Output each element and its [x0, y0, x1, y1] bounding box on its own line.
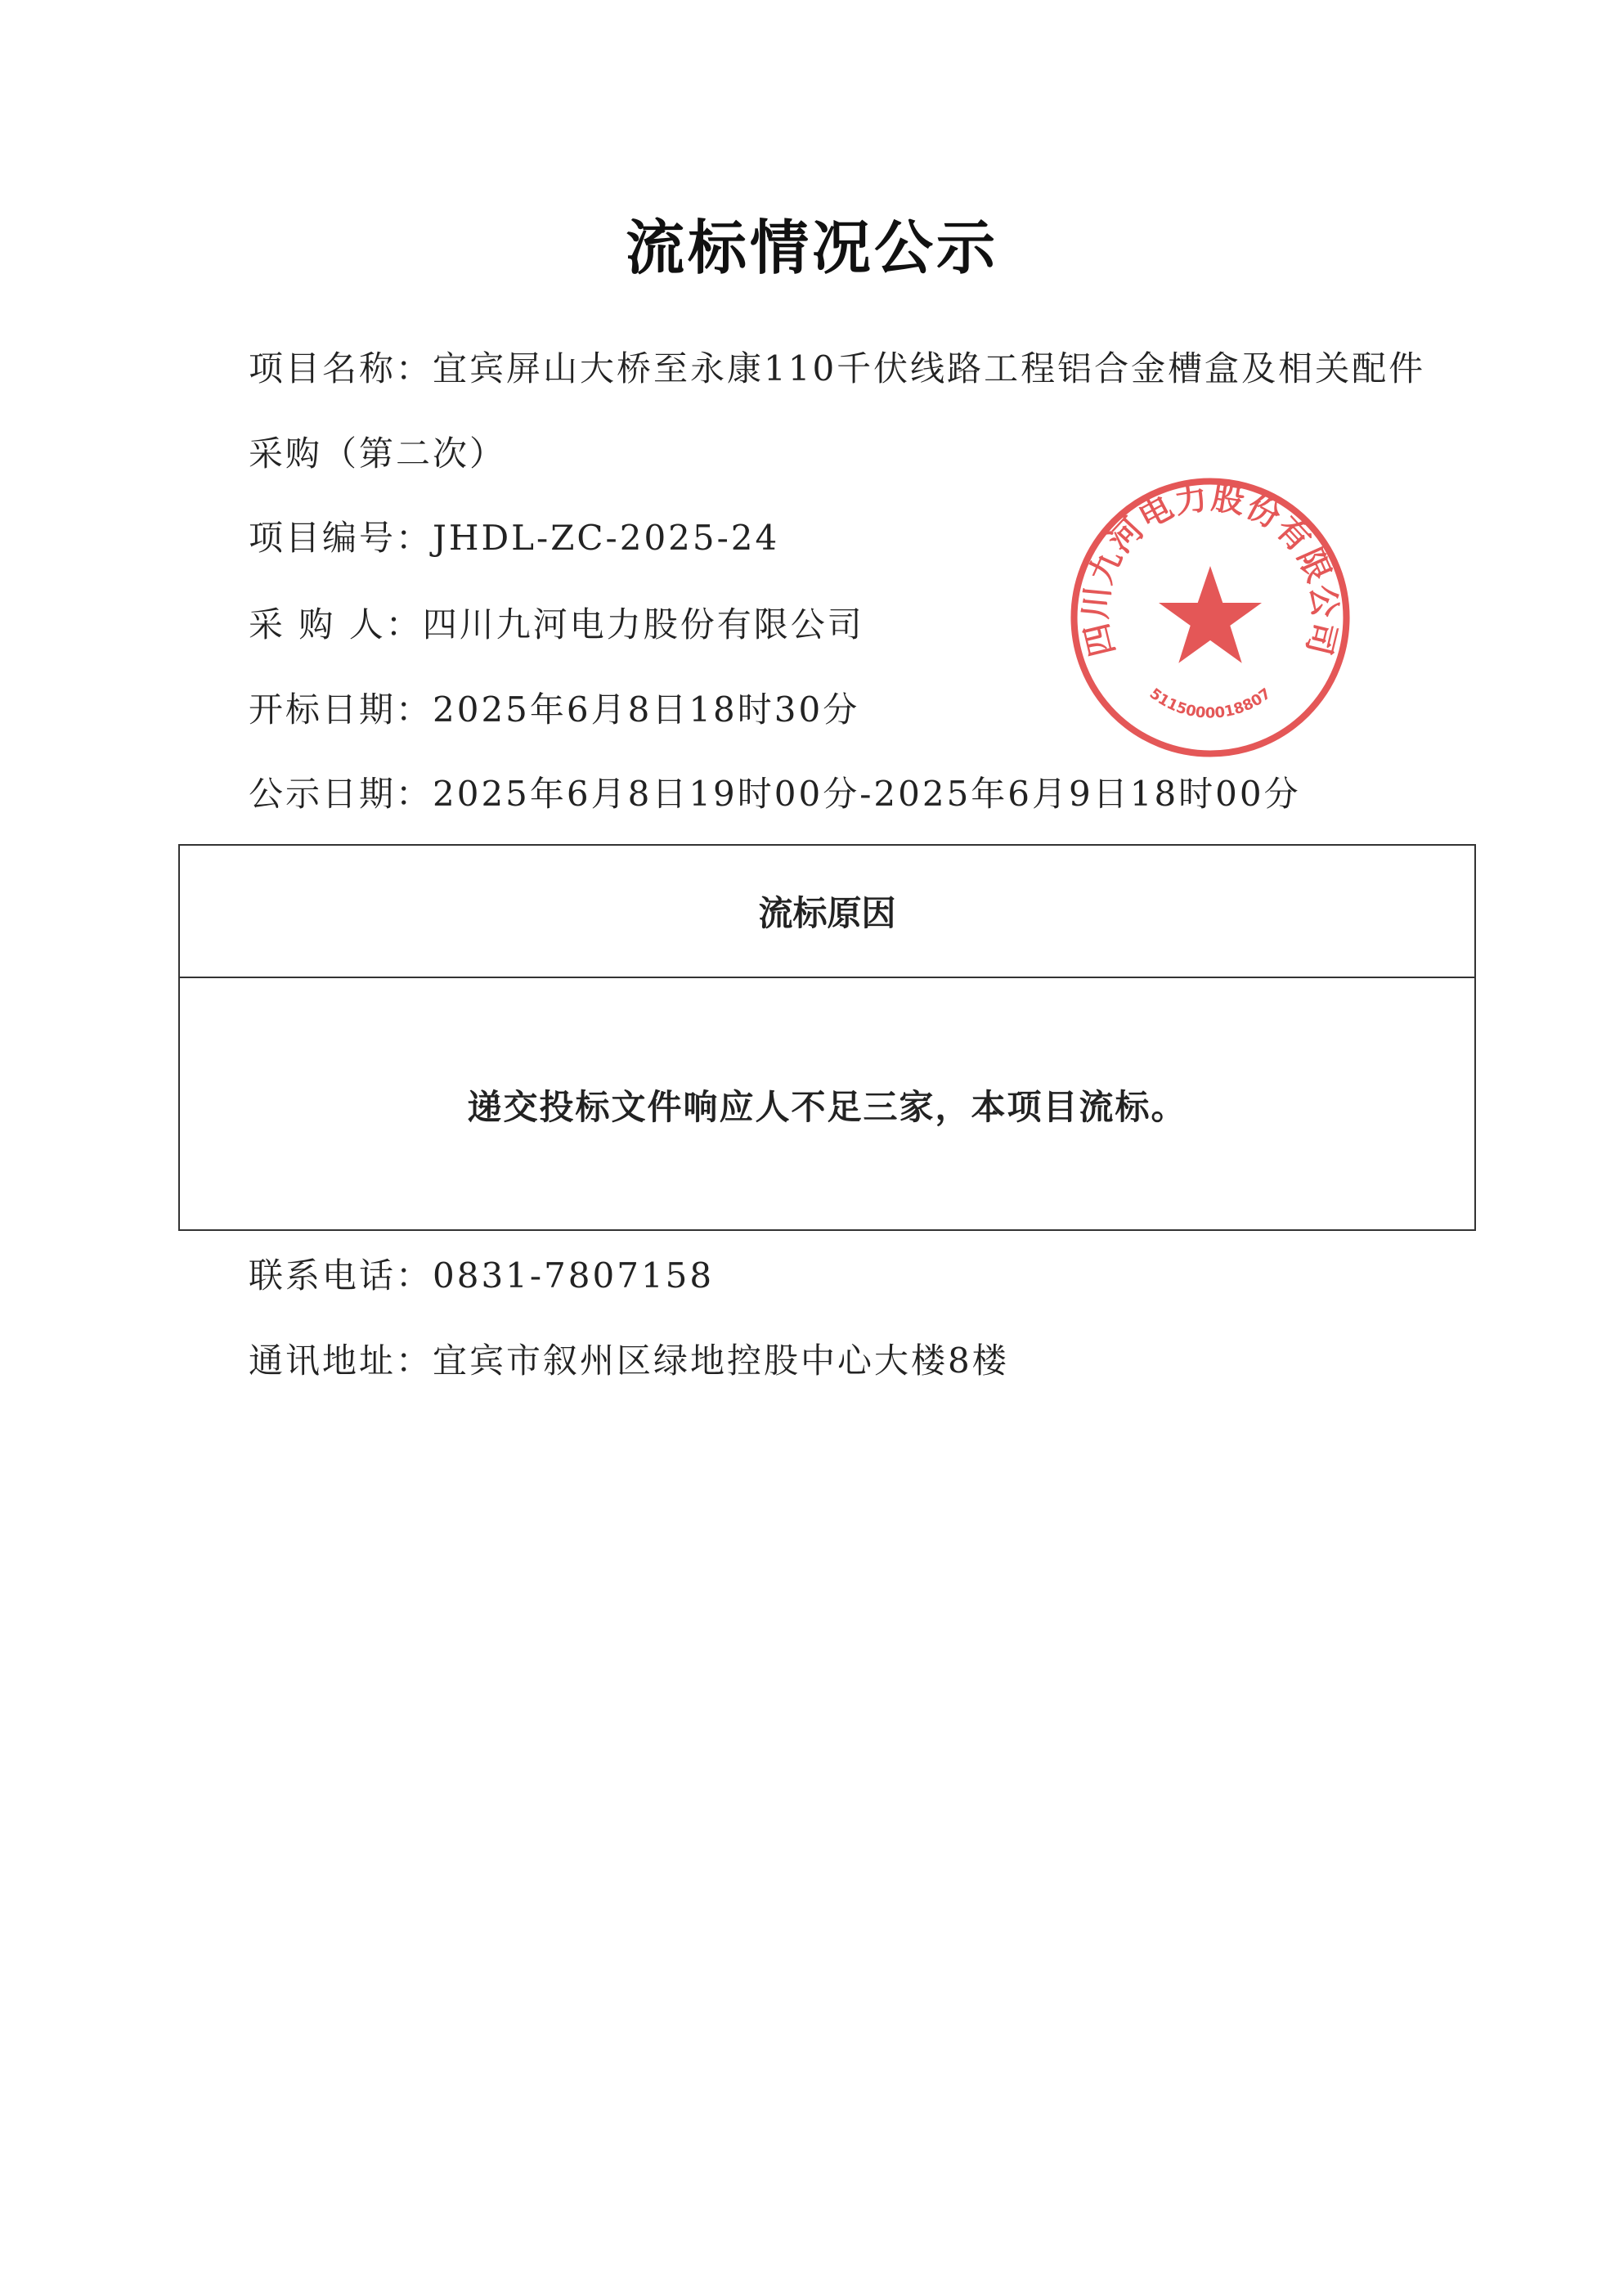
purchaser: 采 购 人：四川九河电力股份有限公司 — [249, 604, 864, 644]
company-seal-stamp — [1063, 470, 1357, 765]
reason-content: 递交投标文件响应人不足三家，本项目流标。 — [467, 1086, 1187, 1127]
page-title: 流标情况公示 — [625, 213, 998, 282]
publicity-date: 公示日期：2025年6月8日19时00分-2025年6月9日18时00分 — [249, 774, 1301, 814]
reason-header: 流标原因 — [180, 846, 1474, 978]
project-name: 项目名称：宜宾屏山大桥至永康110千伏线路工程铝合金槽盒及相关配件 — [249, 348, 1426, 388]
project-number: 项目编号：JHDL-ZC-2025-24 — [249, 518, 780, 558]
contact-phone: 联系电话：0831-7807158 — [249, 1255, 715, 1296]
star-icon — [1159, 566, 1262, 663]
reason-table — [178, 844, 1476, 1231]
seal-code-text: 5115000018807 — [1146, 685, 1275, 722]
project-name-continued: 采购（第二次） — [249, 433, 507, 474]
contact-address: 通讯地址：宜宾市叙州区绿地控股中心大楼8楼 — [249, 1341, 1009, 1381]
seal-ring — [1074, 482, 1347, 754]
seal-company-text: 四川九河电力股份有限公司 — [1076, 478, 1344, 660]
bid-open-date: 开标日期：2025年6月8日18时30分 — [249, 689, 860, 730]
